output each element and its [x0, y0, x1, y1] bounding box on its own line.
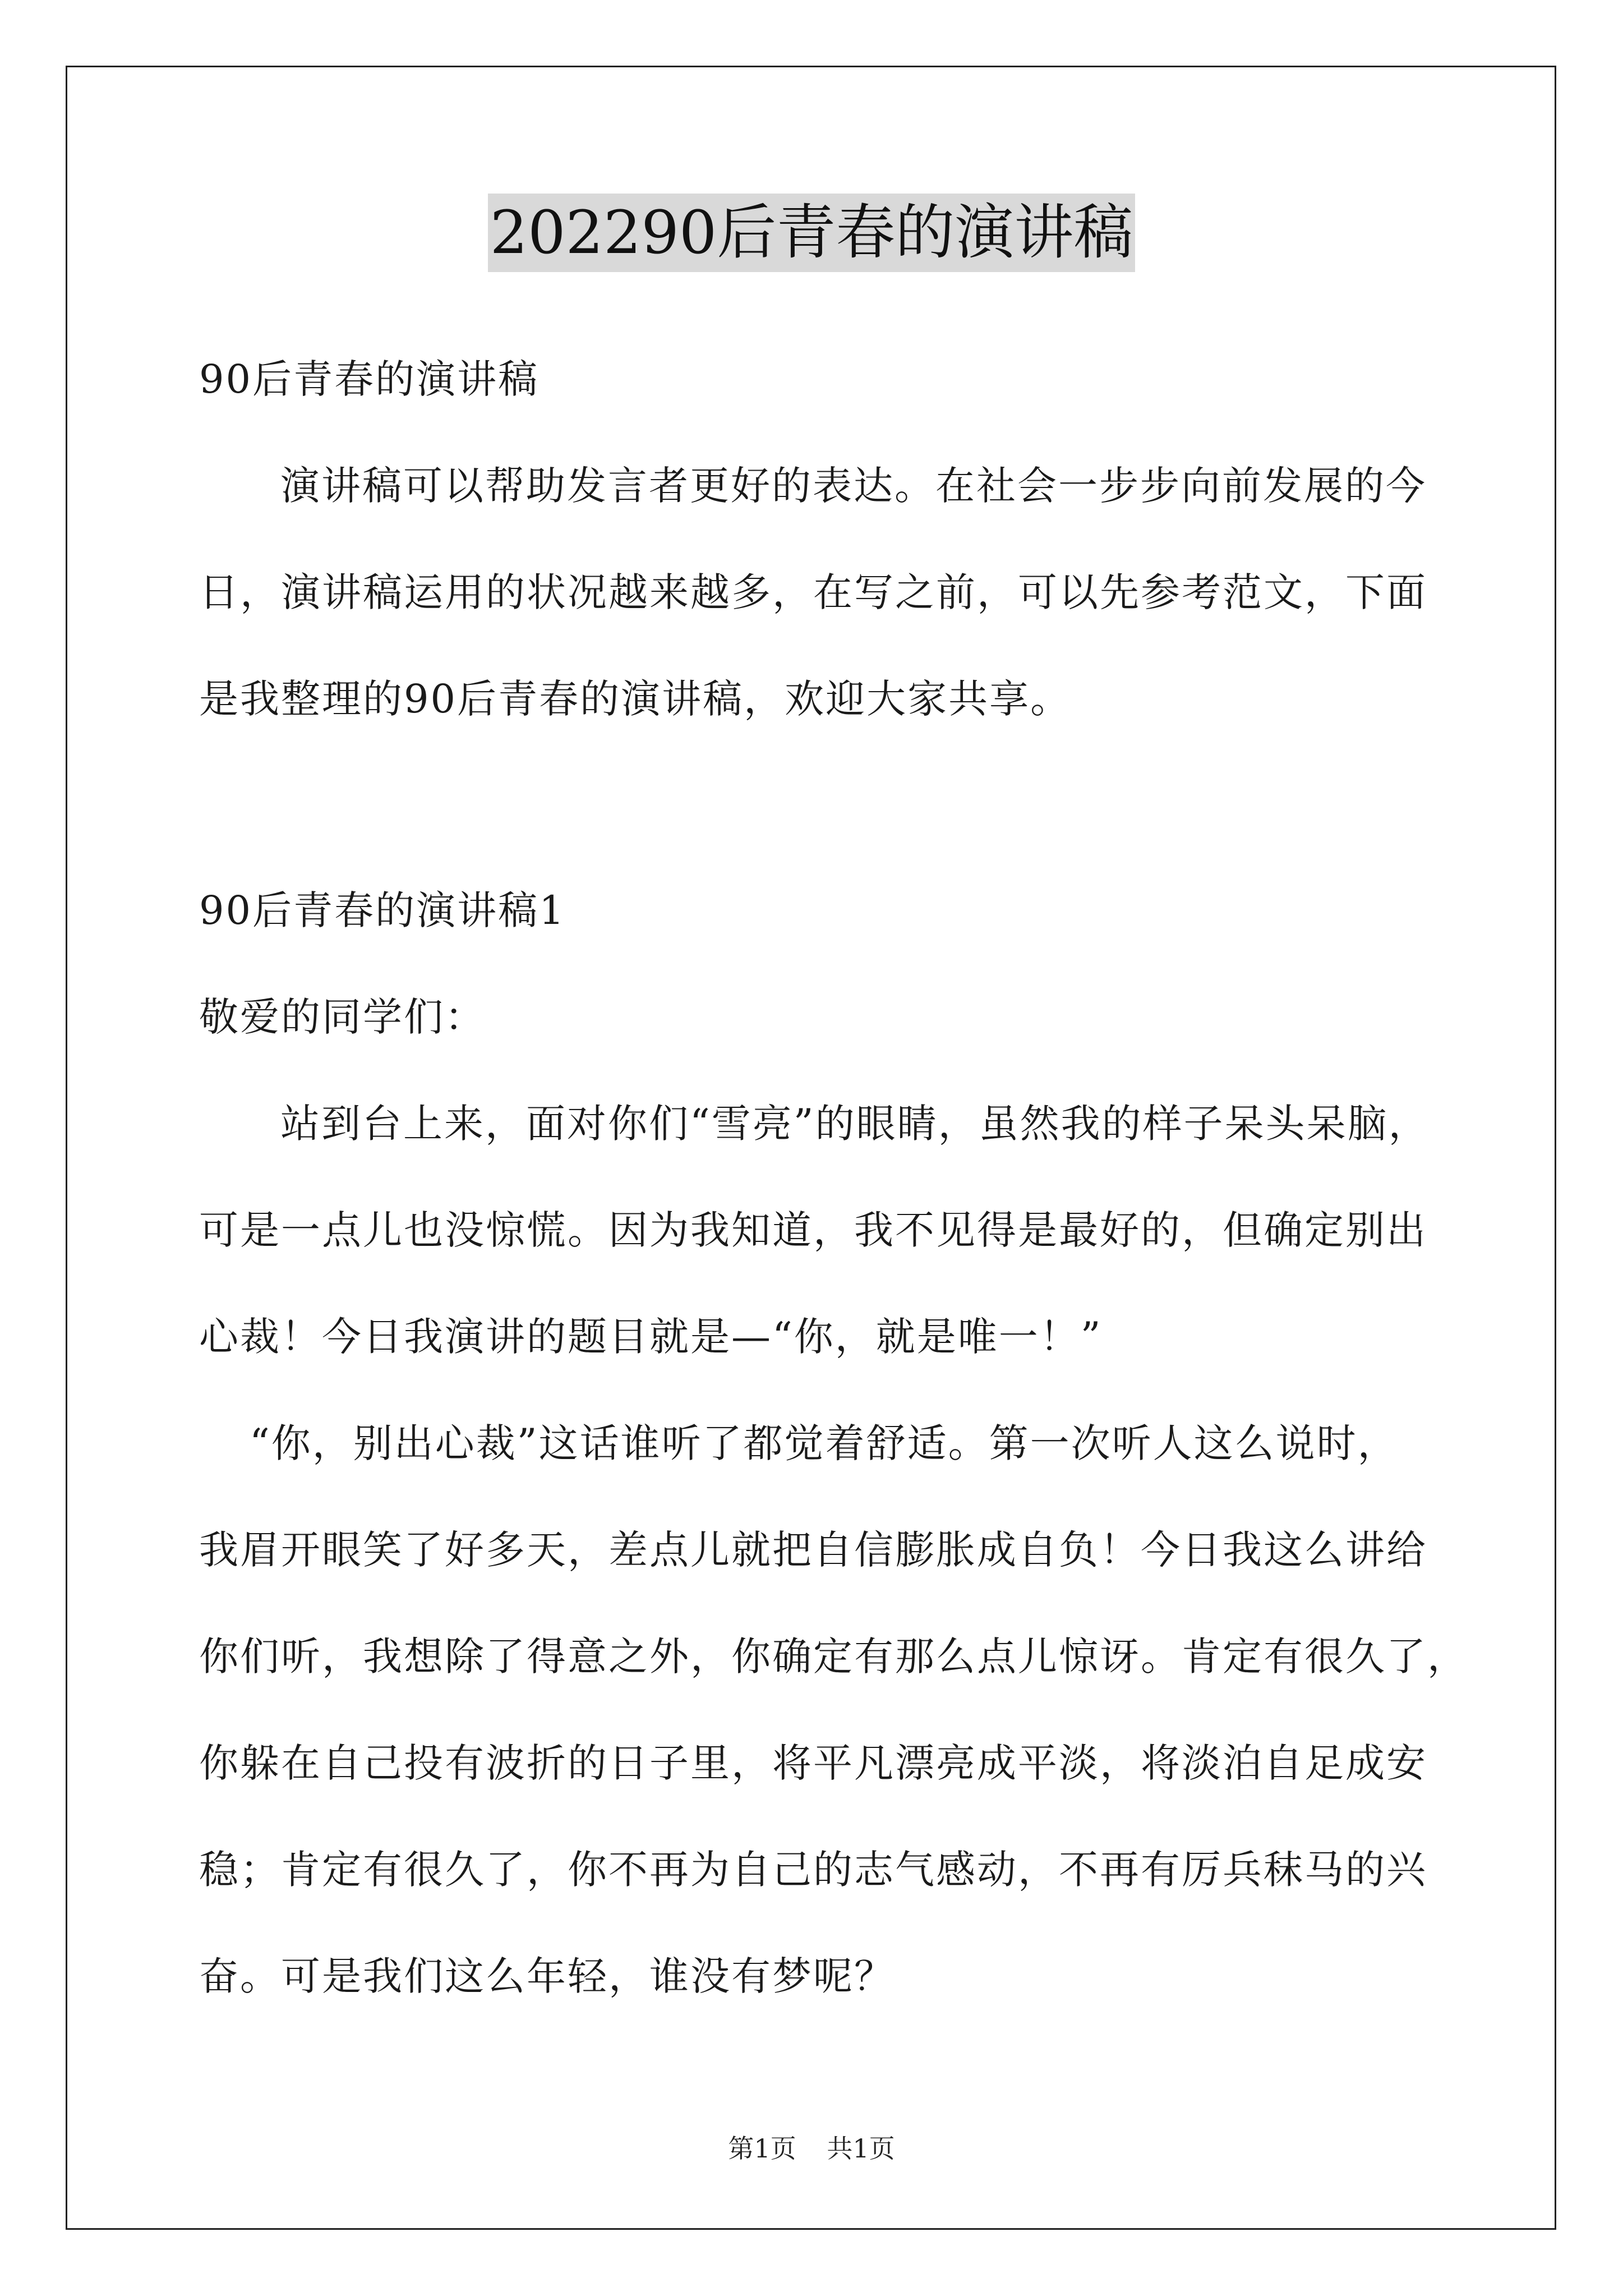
para2-line-6: 奋。可是我们这么年轻，谁没有梦呢？: [199, 1953, 895, 1999]
para2-line-3: 你们听，我想除了得意之外，你确定有那么点儿惊讶。肯定有很久了，: [199, 1634, 1468, 1680]
intro-line-2: 日，演讲稿运用的状况越来越多，在写之前，可以先参考范文，下面: [199, 569, 1427, 615]
para1-line-1: 站到台上来，面对你们“雪亮”的眼睛，虽然我的样子呆头呆脑，: [280, 1101, 1430, 1147]
salutation: 敬爱的同学们：: [199, 994, 486, 1040]
para2-line-2: 我眉开眼笑了好多天，差点儿就把自信膨胀成自负！今日我这么讲给: [199, 1527, 1427, 1573]
subtitle: 90后青春的演讲稿: [199, 356, 540, 402]
page-footer: [0, 2132, 1623, 2165]
page-number: 第1页: [728, 2133, 796, 2164]
intro-line-1: 演讲稿可以帮助发言者更好的表达。在社会一步步向前发展的今: [280, 463, 1427, 509]
para2-line-5: 稳；肯定有很久了，你不再为自己的志气感动，不再有厉兵秣马的兴: [199, 1847, 1427, 1893]
para1-line-3: 心裁！今日我演讲的题目就是—“你，就是唯一！”: [199, 1314, 1103, 1360]
page-total: 共1页: [827, 2133, 895, 2164]
document-title: 202290后青春的演讲稿: [488, 194, 1136, 272]
para1-line-2: 可是一点儿也没惊慌。因为我知道，我不见得是最好的，但确定别出: [199, 1207, 1427, 1253]
title-wrap: [0, 194, 1623, 272]
section-heading: 90后青春的演讲稿1: [199, 887, 566, 933]
para2-line-1: “你，别出心裁”这话谁听了都觉着舒适。第一次听人这么说时，: [250, 1420, 1399, 1466]
intro-line-3: 是我整理的90后青春的演讲稿，欢迎大家共享。: [199, 676, 1072, 722]
para2-line-4: 你躲在自己投有波折的日子里，将平凡漂亮成平淡，将淡泊自足成安: [199, 1740, 1427, 1786]
